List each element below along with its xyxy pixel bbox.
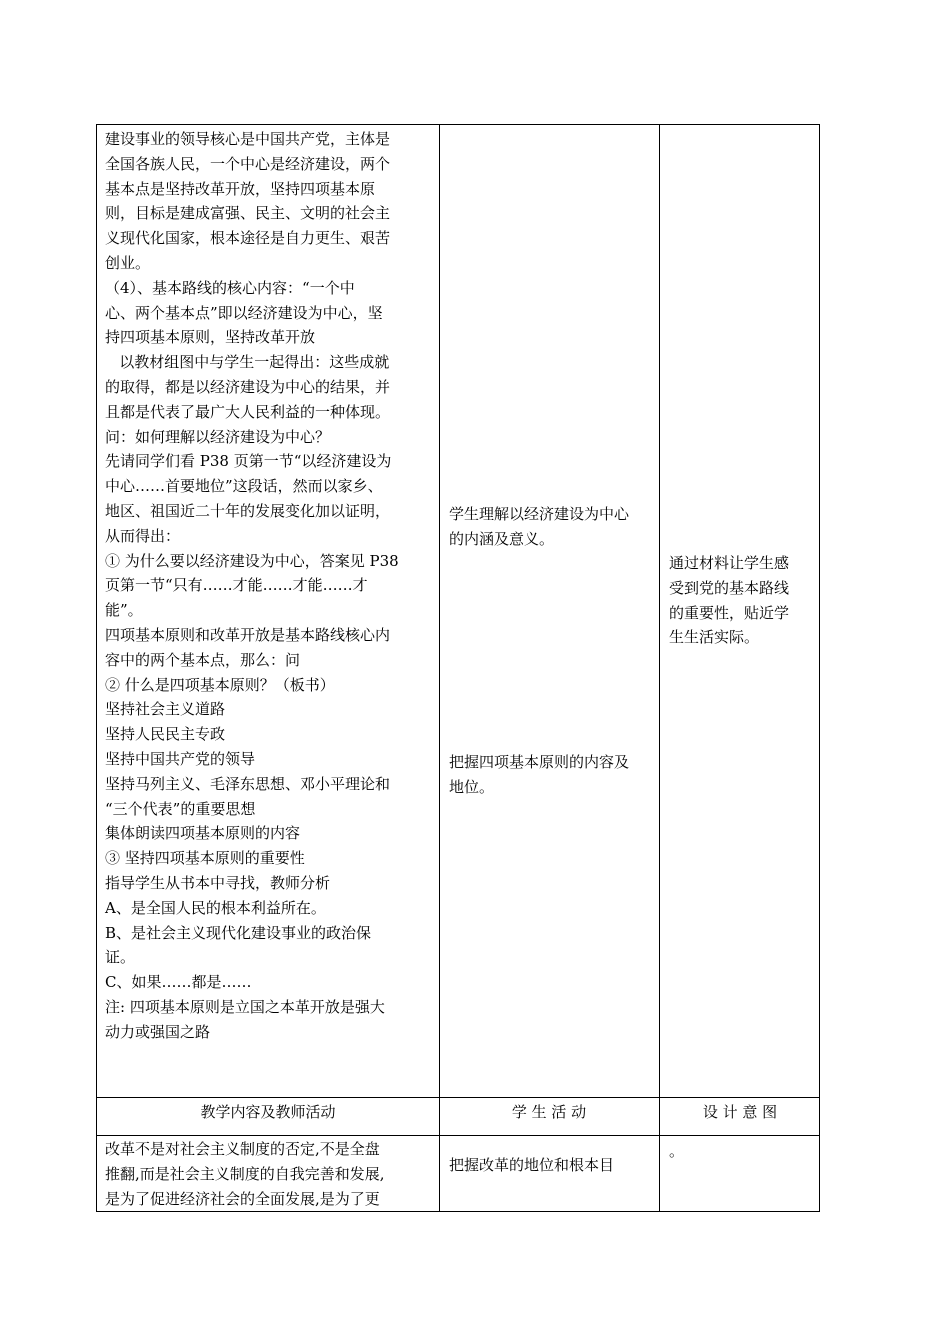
text-line: 建设事业的领导核心是中国共产党，主体是 [105, 130, 391, 148]
text-line: C、如果……都是…… [105, 973, 252, 992]
text-line: 的内涵及意义。 [449, 529, 555, 548]
text-line: 受到党的基本路线 [669, 578, 790, 597]
text-line: B、是社会主义现代化建设事业的政治保 [105, 923, 372, 942]
row-divider-header-top [97, 1097, 819, 1098]
header-teacher-content: 教学内容及教师活动 [200, 1103, 336, 1121]
text-line: 证。 [105, 948, 136, 967]
text-line: 能”。 [105, 601, 143, 620]
text-line: 从而得出： [105, 526, 181, 545]
column-divider-1 [439, 125, 440, 1211]
teacher-activity-cell-2 [105, 1137, 437, 1211]
text-line: 把握四项基本原则的内容及 [449, 753, 630, 771]
text-line: “三个代表”的重要思想 [105, 799, 256, 818]
text-line: A、是全国人民的根本利益所在。 [105, 898, 326, 917]
text-line: 地区、祖国近二十年的发展变化加以证明， [105, 501, 391, 520]
lesson-plan-table [96, 124, 820, 1212]
text-line: 以教材组图中与学生一起得出：这些成就 [105, 353, 390, 372]
header-design-intent: 设 计 意 图 [702, 1103, 778, 1121]
text-line: 是为了促进经济社会的全面发展,是为了更 [105, 1189, 380, 1208]
text-line: （4）、基本路线的核心内容：“一个中 [105, 278, 355, 297]
text-line: 义现代化国家，根本途径是自力更生、艰苦 [105, 229, 391, 248]
design-intent-cell-2: 。 [669, 1142, 685, 1160]
text-line: 坚持中国共产党的领导 [105, 749, 256, 768]
student-activity-block-1 [449, 502, 655, 552]
text-line: 问：如何理解以经济建设为中心？ [105, 427, 331, 446]
text-line: 改革不是对社会主义制度的否定,不是全盘 [105, 1140, 380, 1158]
text-line: 页第一节“只有……才能……才能……才 [105, 576, 368, 595]
row-divider-header-bottom [97, 1135, 819, 1136]
text-line: 先请同学们看 P38 页第一节“以经济建设为 [105, 452, 392, 471]
text-line: ③ 坚持四项基本原则的重要性 [105, 849, 305, 868]
text-line: 全国各族人民，一个中心是经济建设，两个 [105, 154, 391, 173]
text-line: 通过材料让学生感 [669, 554, 790, 572]
design-intent-cell [669, 551, 817, 650]
text-line: 学生理解以经济建设为中心 [449, 505, 630, 523]
text-line: 坚持马列主义、毛泽东思想、邓小平理论和 [105, 774, 391, 793]
text-line: 坚持社会主义道路 [105, 700, 226, 719]
text-line: 则，目标是建成富强、民主、文明的社会主 [105, 204, 391, 223]
text-line: 四项基本原则和改革开放是基本路线核心内 [105, 625, 391, 644]
text-line: 动力或强国之路 [105, 1022, 211, 1041]
text-line: 集体朗读四项基本原则的内容 [105, 824, 301, 843]
text-line: 容中的两个基本点，那么：问 [105, 650, 301, 669]
text-line: 生生活实际。 [669, 628, 760, 647]
text-line: 地位。 [449, 777, 495, 796]
text-line: 且都是代表了最广大人民利益的一种体现。 [105, 402, 391, 421]
text-line: 推翻,而是社会主义制度的自我完善和发展, [105, 1164, 385, 1183]
text-line: 创业。 [105, 253, 151, 272]
text-line: 心、两个基本点”即以经济建设为中心，坚 [105, 303, 383, 322]
text-line: ① 为什么要以经济建设为中心，答案见 P38 [105, 551, 399, 570]
text-line: 指导学生从书本中寻找，教师分析 [105, 873, 331, 892]
text-line: 基本点是坚持改革开放，坚持四项基本原 [105, 179, 376, 198]
text-line: 持四项基本原则，坚持改革开放 [105, 328, 316, 347]
text-line: 注: 四项基本原则是立国之本革开放是强大 [105, 997, 385, 1016]
text-line: 的重要性，贴近学 [669, 603, 790, 622]
text-line: 的取得，都是以经济建设为中心的结果，并 [105, 377, 391, 396]
text-line: 坚持人民民主专政 [105, 725, 226, 744]
column-divider-2 [659, 125, 660, 1211]
text-line: ② 什么是四项基本原则？（板书） [105, 675, 335, 694]
header-student-activity: 学 生 活 动 [511, 1103, 587, 1121]
student-activity-cell-2: 把握改革的地位和根本目 [449, 1156, 615, 1174]
student-activity-block-2 [449, 750, 655, 800]
text-line: 中心……首要地位”这段话，然而以家乡、 [105, 477, 383, 496]
teacher-activity-cell [105, 127, 437, 1044]
